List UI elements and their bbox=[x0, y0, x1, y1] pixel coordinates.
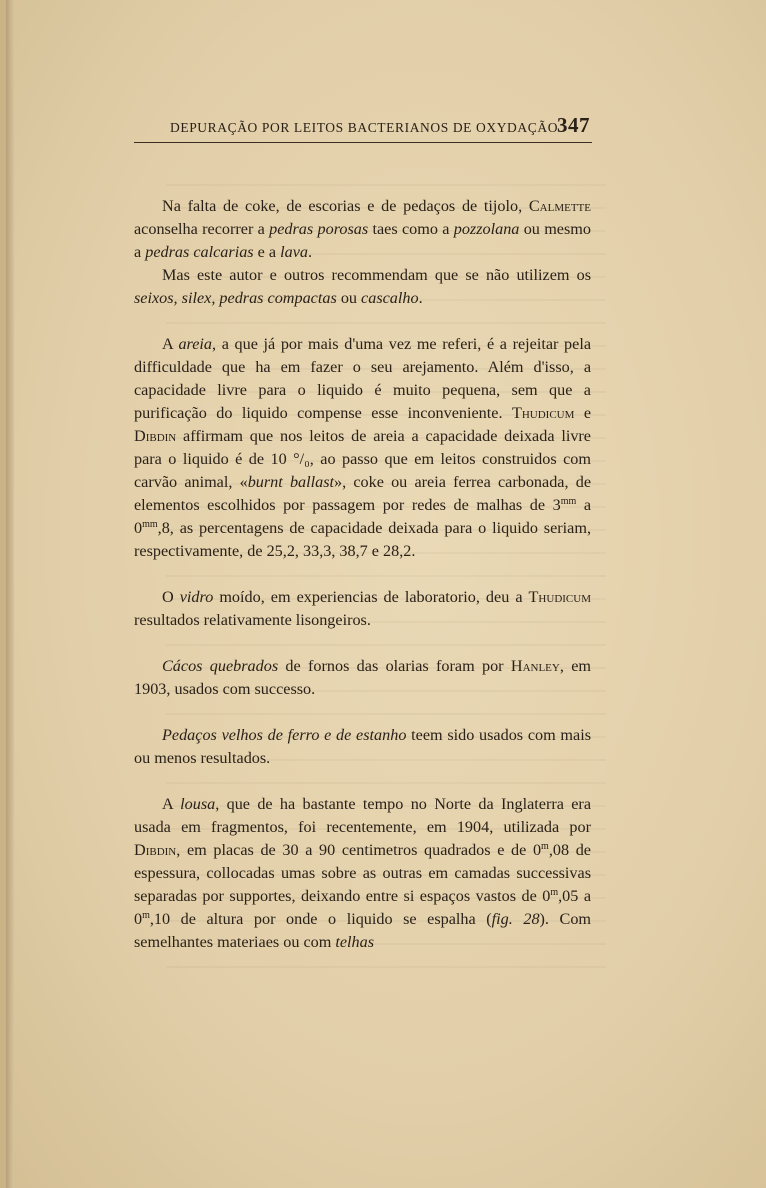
page-gutter-shadow bbox=[6, 0, 14, 1188]
author-name: Dibdin bbox=[134, 427, 177, 445]
author-name: Calmette bbox=[528, 197, 591, 215]
author-name: Dibdin bbox=[134, 841, 177, 859]
author-name: Thudicum bbox=[511, 404, 575, 422]
paragraph-seixos: Mas este autor e outros recommendam que se não utilizem os seixos, silex, pedras compactas ou cascalho. bbox=[134, 266, 591, 307]
paragraph-cacos: Cácos quebrados de fornos das olarias foram por Hanley, em 1903, usados com successo. bbox=[134, 657, 591, 698]
paragraph-ferro: Pedaços velhos de ferro e de estanho teem sido usados com mais ou menos resultados. bbox=[134, 726, 591, 767]
author-name: Hanley bbox=[510, 657, 560, 675]
page-number: 347 bbox=[557, 113, 590, 137]
paragraph-lousa: A lousa, que de ha bastante tempo no Norte da Inglaterra era usada em fragmentos, foi recentemente, em 1904, utilizada por Dibdin, em placas de 30 a 90 centimetros quadrados e de 0$^m$,08 de espessura, collocadas umas sobre as outras em camadas successivas separadas por supportes, deixando entre si espaços vastos de 0$^m$,05 a 0$^m$,10 de altura por onde o liquido se espalha (fig. 28). Com semelhantes materiaes ou com telhas bbox=[134, 795, 592, 951]
running-title: DEPURAÇÃO POR LEITOS BACTERIANOS DE OXYDAÇÃO bbox=[170, 120, 559, 135]
author-name: Thudicum bbox=[528, 588, 591, 606]
page-header bbox=[134, 112, 592, 143]
paragraph-areia: A areia, a que já por mais d'uma vez me referi, é a rejeitar pela difficuldade que ha em fazer o seu arejamento. Além d'isso, a capacidade livre para o liquido é muito pequena, sem que a purificação do liquido compense esse inconveniente. Thudicum e Dibdin affirmam que nos leitos de areia a capacidade deixada livre para o liquido é de 10 °/₀, ao passo que em leitos construidos com carvão animal, «burnt ballast», coke ou areia ferrea carbonada, de elementos escolhidos por passagem por redes de malhas de $3^{mm}$ a $0^{mm},8$, as percentagens de capacidade deixada para o liquido seriam, respectivamente, de 25,2, 33,3, 38,7 e 28,2. bbox=[134, 335, 592, 560]
body-text bbox=[134, 195, 591, 954]
paragraph-calmette: Na falta de coke, de escorias e de pedaços de tijolo, Calmette aconselha recorrer a pedras porosas taes como a pozzolana ou mesmo a pedras calcarias e a lava. bbox=[134, 197, 591, 261]
paragraph-vidro: O vidro moído, em experiencias de laboratorio, deu a Thudicum resultados relativamente lisongeiros. bbox=[134, 588, 591, 629]
